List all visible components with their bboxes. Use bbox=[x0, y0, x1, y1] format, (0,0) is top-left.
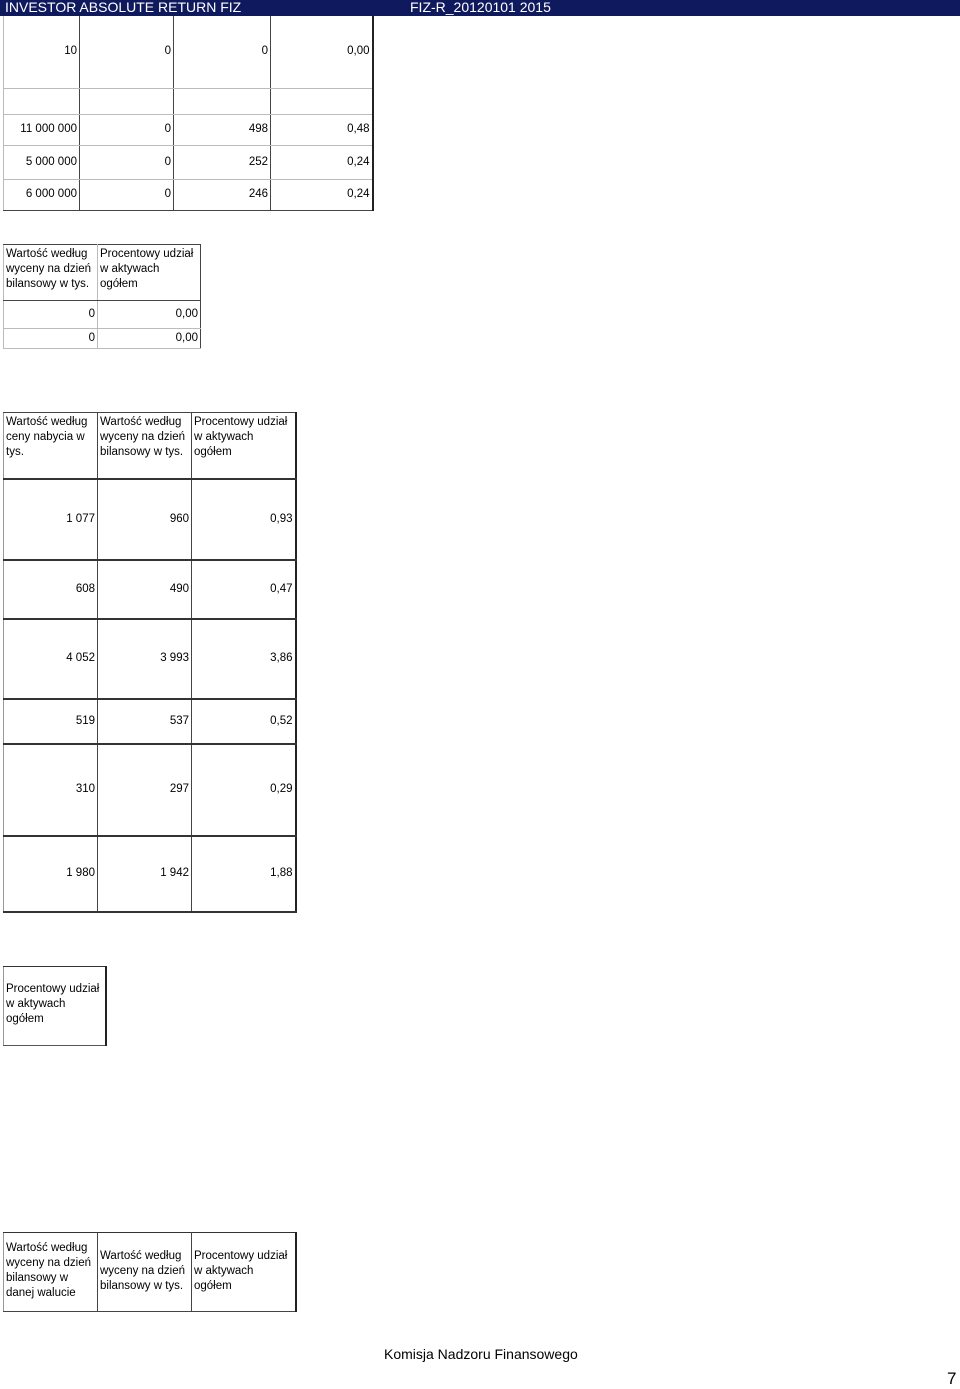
table-row bbox=[4, 179, 373, 210]
column-header: Wartość według wyceny na dzień bilansowy w tys. bbox=[98, 413, 192, 479]
cell: 0,00 bbox=[98, 329, 201, 349]
cell: 246 bbox=[174, 179, 271, 210]
cell: 0 bbox=[80, 16, 174, 88]
cell: 5 000 000 bbox=[4, 145, 80, 179]
table-header-row bbox=[4, 245, 201, 301]
cell: 0,00 bbox=[98, 301, 201, 329]
cell: 0,24 bbox=[271, 145, 373, 179]
cell: 0 bbox=[80, 114, 174, 145]
cell: 252 bbox=[174, 145, 271, 179]
table-row bbox=[4, 301, 201, 329]
table-header-row bbox=[4, 413, 296, 479]
cell: 0,52 bbox=[192, 699, 296, 744]
table-row bbox=[4, 88, 373, 114]
cell: 3,86 bbox=[192, 619, 296, 699]
cell: 3 993 bbox=[98, 619, 192, 699]
cell: 297 bbox=[98, 744, 192, 836]
cell: 0,29 bbox=[192, 744, 296, 836]
fund-name: INVESTOR ABSOLUTE RETURN FIZ bbox=[5, 0, 242, 15]
table-header-row bbox=[4, 967, 106, 1046]
column-header: Procentowy udział w aktywach ogółem bbox=[192, 1233, 296, 1312]
cell: 960 bbox=[98, 479, 192, 560]
table-row bbox=[4, 114, 373, 145]
cell: 1 942 bbox=[98, 836, 192, 912]
cell: 0 bbox=[80, 179, 174, 210]
page-number: 7 bbox=[947, 1369, 957, 1388]
column-header: Wartość według wyceny na dzień bilansowy w tys. bbox=[98, 1233, 192, 1312]
table-5 bbox=[3, 1232, 297, 1312]
table-row bbox=[4, 16, 373, 88]
column-header: Wartość według wyceny na dzień bilansowy w danej walucie bbox=[4, 1233, 98, 1312]
cell: 0 bbox=[4, 301, 98, 329]
cell: 0,24 bbox=[271, 179, 373, 210]
cell: 0 bbox=[4, 329, 98, 349]
table-4 bbox=[3, 966, 107, 1046]
table-row bbox=[4, 744, 296, 836]
cell: 0,93 bbox=[192, 479, 296, 560]
cell: 608 bbox=[4, 560, 98, 619]
table-row bbox=[4, 479, 296, 560]
table-row bbox=[4, 699, 296, 744]
cell: 4 052 bbox=[4, 619, 98, 699]
table-row bbox=[4, 619, 296, 699]
table-1 bbox=[3, 16, 374, 211]
table-header-row bbox=[4, 1233, 296, 1312]
cell: 310 bbox=[4, 744, 98, 836]
column-header: Procentowy udział w aktywach ogółem bbox=[98, 245, 201, 301]
cell: 537 bbox=[98, 699, 192, 744]
table-row bbox=[4, 329, 201, 349]
page-header bbox=[0, 0, 960, 16]
cell: 11 000 000 bbox=[4, 114, 80, 145]
column-header: Wartość według ceny nabycia w tys. bbox=[4, 413, 98, 479]
cell: 6 000 000 bbox=[4, 179, 80, 210]
table-3 bbox=[3, 412, 297, 913]
cell: 1 077 bbox=[4, 479, 98, 560]
cell: 490 bbox=[98, 560, 192, 619]
cell: 0,48 bbox=[271, 114, 373, 145]
table-row bbox=[4, 836, 296, 912]
table-row bbox=[4, 560, 296, 619]
cell: 498 bbox=[174, 114, 271, 145]
footer-text: Komisja Nadzoru Finansowego bbox=[384, 1346, 578, 1362]
cell: 1 980 bbox=[4, 836, 98, 912]
cell: 0,00 bbox=[271, 16, 373, 88]
cell: 519 bbox=[4, 699, 98, 744]
column-header: Wartość według wyceny na dzień bilansowy w tys. bbox=[4, 245, 98, 301]
table-row bbox=[4, 145, 373, 179]
table-2 bbox=[3, 244, 201, 349]
cell: 10 bbox=[4, 16, 80, 88]
report-code: FIZ-R_20120101 2015 bbox=[410, 0, 551, 15]
cell: 0 bbox=[80, 145, 174, 179]
column-header: Procentowy udział w aktywach ogółem bbox=[192, 413, 296, 479]
cell: 0 bbox=[174, 16, 271, 88]
cell: 1,88 bbox=[192, 836, 296, 912]
cell: 0,47 bbox=[192, 560, 296, 619]
column-header: Procentowy udział w aktywach ogółem bbox=[4, 967, 106, 1046]
